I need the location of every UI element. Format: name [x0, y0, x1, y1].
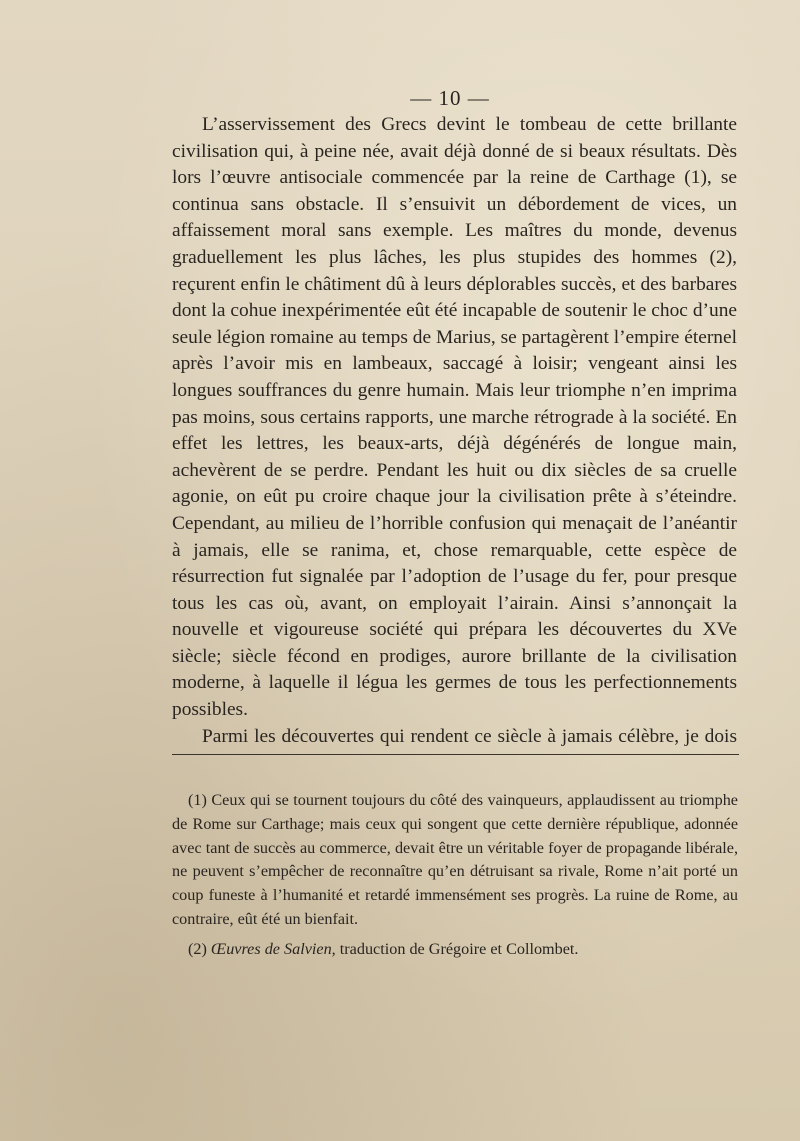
- footnote-2: [172, 938, 738, 962]
- footnote-2-work-title: Œuvres de Salvien,: [210, 939, 336, 958]
- footnotes: [172, 789, 738, 962]
- footnote-2-marker: (2): [188, 939, 207, 958]
- footnote-divider: [172, 754, 739, 755]
- footnote-1: (1) Ceux qui se tournent toujours du côté des vainqueurs, applaudissent au triomphe de Rome sur Carthage; mais ceux qui songent que cette dernière république, adonnée avec tant de succès au commerce, devait être un véritable foyer de propagande libérale, ne peuvent s’empêcher de reconnaître qu’en détruisant sa rivale, Rome n’ait porté un coup funeste à l’humanité et retardé immensément ses progrès. La ruine de Rome, au contraire, eût été un bienfait.: [172, 791, 738, 928]
- body-paragraph-2: Parmi les découvertes qui rendent ce siècle à jamais célèbre, je dois: [202, 725, 737, 747]
- page-number: — 10 —: [410, 86, 490, 110]
- main-text: [172, 112, 737, 750]
- body-paragraph-1: L’asservissement des Grecs devint le tombeau de cette brillante civilisation qui, à peine née, avait déjà donné de si beaux résultats. Dès lors l’œuvre antisociale commencée par la reine de Carthage (1), se continua sans obstacle. Il s’ensuivit un débordement de vices, un affaissement moral sans exemple. Les maîtres du monde, devenus graduellement les plus lâches, les plus stupides des hommes (2), reçurent enfin le châtiment dû à leurs déplorables succès, et des barbares dont la cohue inexpérimentée eût été incapable de soutenir le choc d’une seule légion romaine au temps de Marius, se partagèrent l’empire éternel après l’avoir mis en lambeaux, saccagé à loisir; vengeant ainsi les longues souffrances du genre humain. Mais leur triomphe n’en imprima pas moins, sous certains rapports, une marche rétrograde à la société. En effet les lettres, les beaux-arts, déjà dégénérés de longue main, achevèrent de se perdre. Pendant les huit ou dix siècles de sa cruelle agonie, on eût pu croire chaque jour la civilisation prête à s’éteindre. Cependant, au milieu de l’horrible confusion qui menaçait de l’anéantir à jamais, elle se ranima, et, chose remarquable, cette espèce de résurrection fut signalée par l’adoption de l’usage du fer, pour presque tous les cas où, avant, on employait l’airain. Ainsi s’annonçait la nouvelle et vigoureuse société qui prépara les découvertes du XVe siècle; siècle fécond en prodiges, aurore brillante de la civilisation moderne, à laquelle il légua les germes de tous les perfectionnements possibles.: [172, 114, 737, 721]
- footnote-2-text: traduction de Grégoire et Collombet.: [339, 939, 579, 958]
